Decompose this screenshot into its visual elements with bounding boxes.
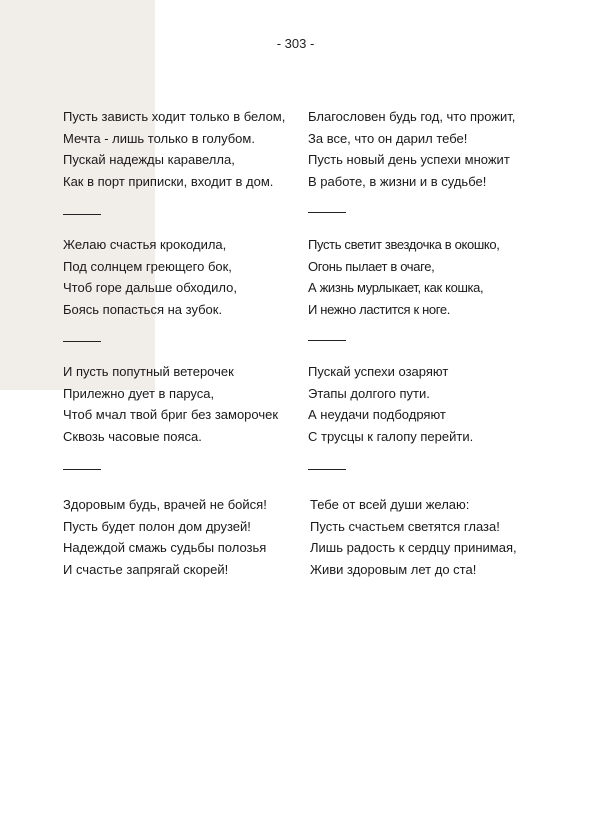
poem-line: Тебе от всей души желаю: (310, 497, 470, 512)
poem-line: Лишь радость к сердцу принимая, (310, 540, 517, 555)
poem-line: Под солнцем греющего бок, (63, 258, 232, 274)
poem-line: Желаю счастья крокодила, (63, 237, 227, 252)
stanza (310, 494, 517, 580)
stanza (63, 494, 267, 580)
poem-line: И счастье запрягай скорей! (63, 561, 229, 577)
page-number: - 303 - (276, 36, 315, 51)
poem-line: Огонь пылает в очаге, (308, 258, 435, 274)
stanza-separator (63, 341, 101, 342)
poem-line: Пускай успехи озаряют (308, 364, 449, 379)
stanza-separator (63, 469, 101, 470)
stanza (308, 361, 473, 447)
poem-line: Чтоб горе дальше обходило, (63, 280, 237, 295)
stanza-separator (308, 340, 346, 341)
poem-line: Пусть новый день успехи множит (308, 152, 510, 167)
poem-line: Мечта - лишь только в голубом. (63, 130, 255, 146)
stanza (63, 234, 237, 320)
poem-line: Надеждой смажь судьбы полозья (63, 540, 267, 555)
poem-line: Пусть светит звездочка в окошко, (308, 237, 500, 252)
stanza-separator (63, 214, 101, 215)
poem-line: Здоровым будь, врачей не бойся! (63, 497, 267, 512)
stanza-separator (308, 469, 346, 470)
poem-line: Сквозь часовые пояса. (63, 428, 202, 444)
stanza (63, 106, 285, 192)
poem-line: И нежно ластится к ноге. (308, 301, 451, 317)
poem-line: Пусть счастьем светятся глаза! (310, 518, 500, 534)
poem-line: Пусть зависть ходит только в белом, (63, 109, 286, 124)
poem-line: Прилежно дует в паруса, (63, 385, 215, 401)
poem-line: Пусть будет полон дом друзей! (63, 518, 251, 534)
background-accent-block (0, 0, 155, 390)
poem-line: А жизнь мурлыкает, как кошка, (308, 280, 484, 295)
poem-line: Живи здоровым лет до ста! (310, 561, 477, 577)
poem-line: И пусть попутный ветерочек (63, 364, 234, 379)
stanza-separator (308, 212, 346, 213)
stanza (308, 106, 515, 192)
poem-line: В работе, в жизни и в судьбе! (308, 173, 487, 189)
poem-line: Пускай надежды каравелла, (63, 152, 235, 167)
poem-line: А неудачи подбодряют (308, 407, 446, 422)
poem-line: С трусцы к галопу перейти. (308, 428, 474, 444)
poem-line: Чтоб мчал твой бриг без заморочек (63, 407, 279, 422)
poem-line: Этапы долгого пути. (308, 385, 430, 401)
stanza (308, 234, 500, 320)
stanza (63, 361, 278, 447)
poem-line: Благословен будь год, что прожит, (308, 109, 516, 124)
poem-line: За все, что он дарил тебе! (308, 130, 468, 146)
poem-line: Боясь попасться на зубок. (63, 301, 223, 317)
poem-line: Как в порт приписки, входит в дом. (63, 173, 274, 189)
